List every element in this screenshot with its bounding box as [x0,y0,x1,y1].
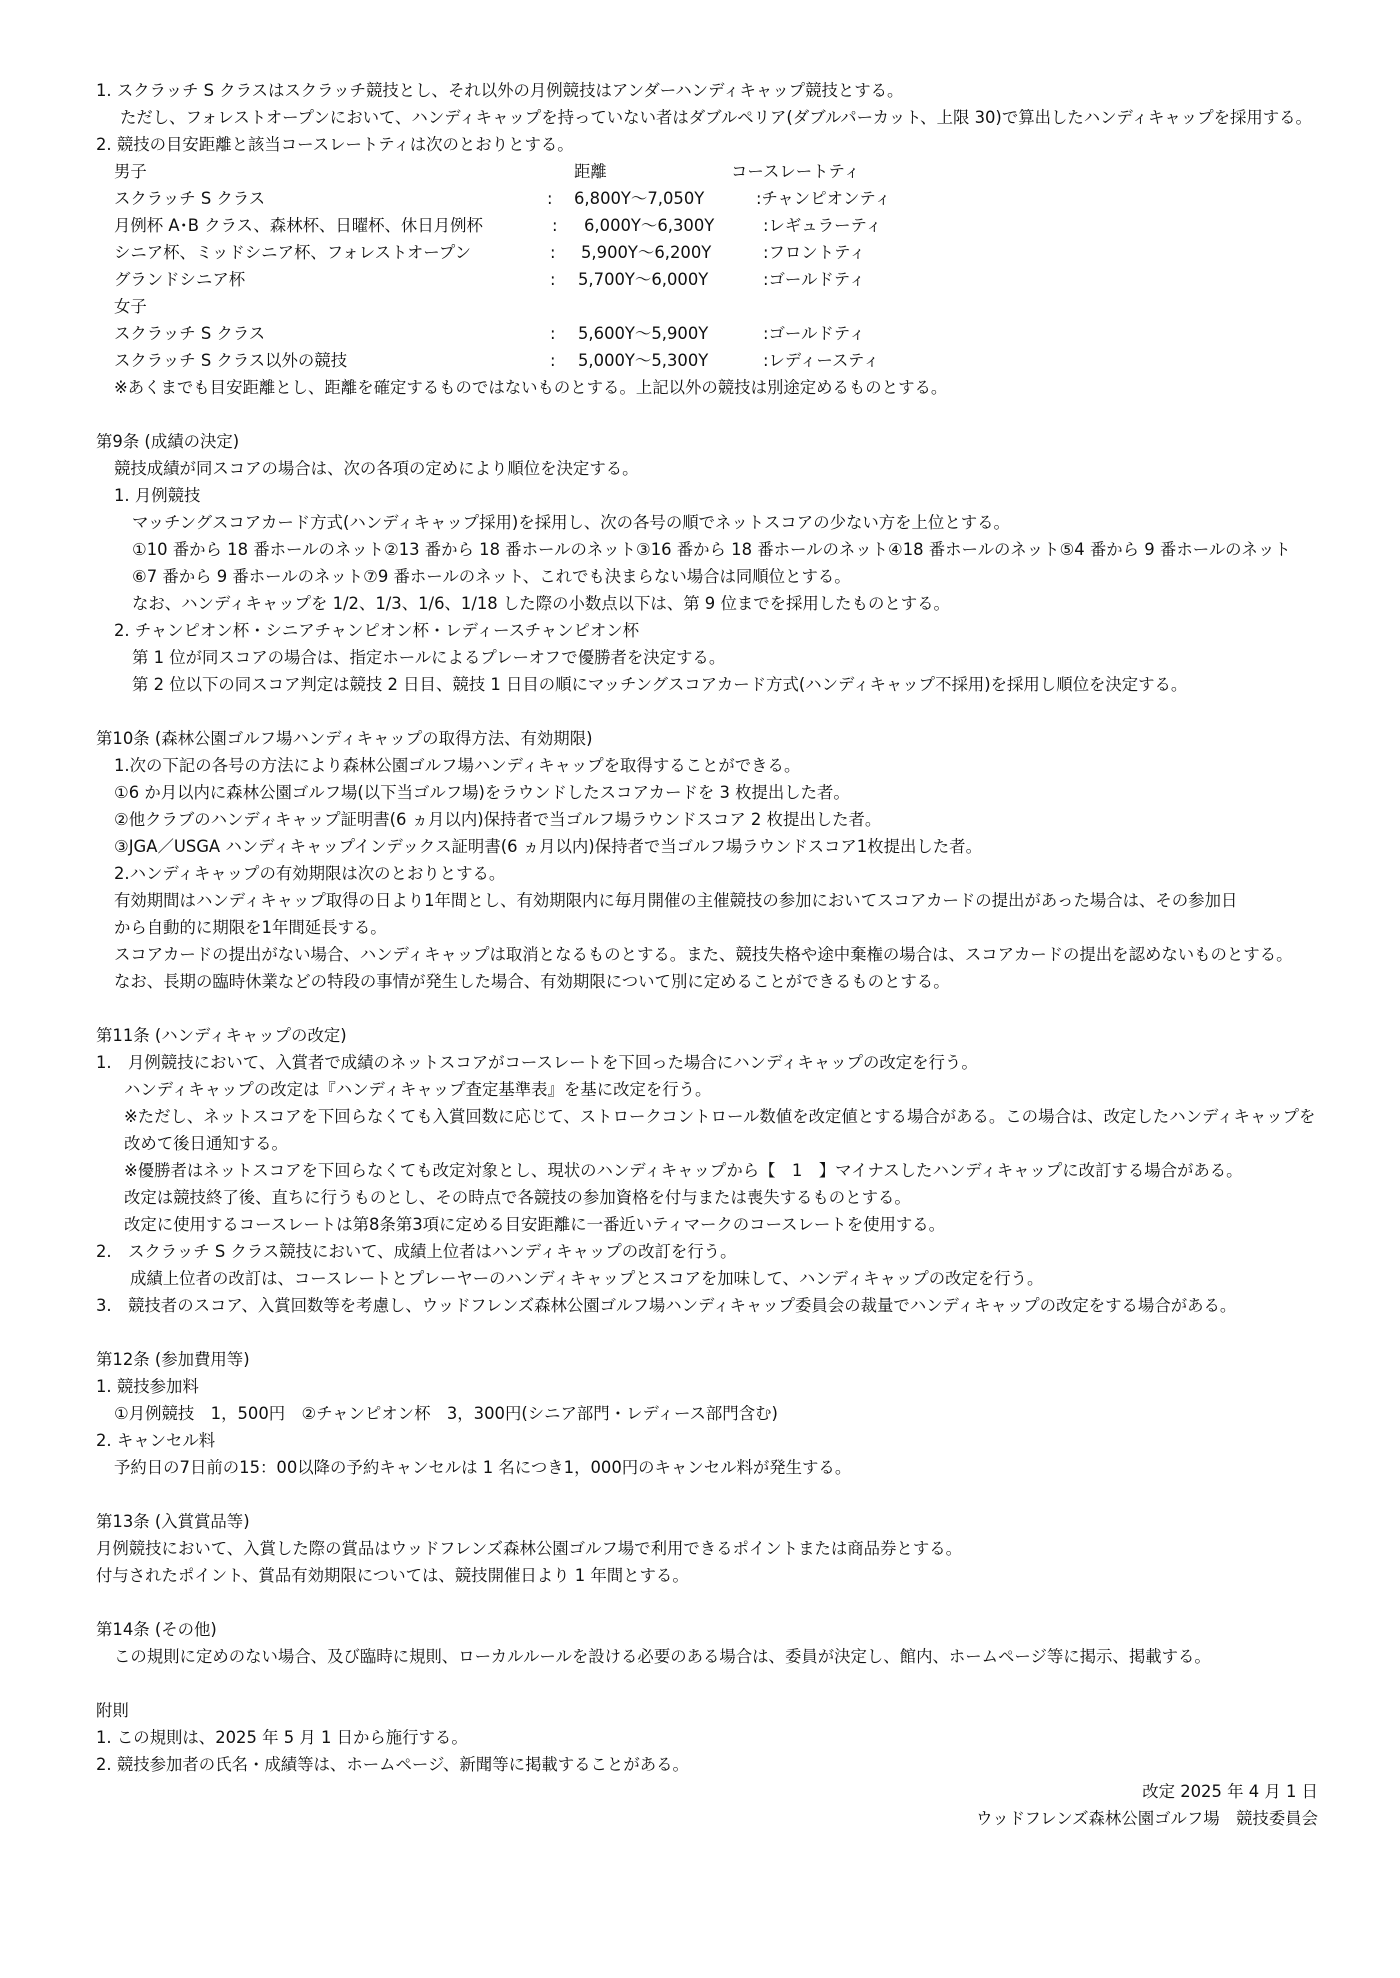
sec11-line: 改定に使用するコースレートは第8条第3項に定める目安距離に一番近いティマークのコースレートを使用する。 [124,1215,946,1234]
sec13-title: 第13条 (入賞賞品等) [96,1512,250,1531]
sec11-line: 改めて後日通知する。 [124,1134,288,1153]
men-row-tee: :ゴールドティ [763,270,866,289]
men-row-distance: 6,800Y～7,050Y [574,189,705,208]
sec10-line: ③JGA／USGA ハンディキャップインデックス証明書(6 ヵ月以内)保持者で当ゴルフ場ラウンドスコア1枚提出した者。 [114,837,982,856]
sec10-line: なお、長期の臨時休業などの特段の事情が発生した場合、有効期限について別に定めることができるものとする。 [114,972,950,991]
women-row-colon: : [550,351,556,370]
men-row-name: スクラッチ S クラス [114,189,266,208]
sec11-line: ハンディキャップの改定は『ハンディキャップ査定基準表』を基に改定を行う。 [124,1080,712,1099]
sec10-line: ②他クラブのハンディキャップ証明書(6 ヵ月以内)保持者で当ゴルフ場ラウンドスコア 2 枚提出した者。 [114,810,882,829]
sec8-item1: 1. スクラッチ S クラスはスクラッチ競技とし、それ以外の月例競技はアンダーハンディキャップ競技とする。 [96,81,904,100]
women-row-tee: :レディースティ [763,351,880,370]
sec10-title: 第10条 (森林公園ゴルフ場ハンディキャップの取得方法、有効期限) [96,729,593,748]
table-header-tee: コースレートティ [731,162,860,181]
sec9-line: 第 1 位が同スコアの場合は、指定ホールによるプレーオフで優勝者を決定する。 [132,648,726,667]
sec11-line: 2. スクラッチ S クラス競技において、成績上位者はハンディキャップの改訂を行う。 [96,1242,737,1261]
women-row-distance: 5,600Y～5,900Y [578,324,709,343]
fusoku-line: 2. 競技参加者の氏名・成績等は、ホームページ、新聞等に掲載することがある。 [96,1755,689,1774]
sec11-line: 成績上位者の改訂は、コースレートとプレーヤーのハンディキャップとスコアを加味して、ハンディキャップの改定を行う。 [130,1269,1044,1288]
sec10-line: ①6 か月以内に森林公園ゴルフ場(以下当ゴルフ場)をラウンドしたスコアカードを 3 枚提出した者。 [114,783,850,802]
sec9-line: 競技成績が同スコアの場合は、次の各項の定めにより順位を決定する。 [114,459,639,478]
sec9-line: マッチングスコアカード方式(ハンディキャップ採用)を採用し、次の各号の順でネットスコアの少ない方を上位とする。 [132,513,1010,532]
sec12-line: 予約日の7日前の15：00以降の予約キャンセルは 1 名につき1，000円のキャンセル料が発生する。 [114,1458,852,1477]
fusoku-title: 附則 [96,1701,129,1720]
sec11-line: 1. 月例競技において、入賞者で成績のネットスコアがコースレートを下回った場合にハンディキャップの改定を行う。 [96,1053,978,1072]
men-row-distance: 5,700Y～6,000Y [578,270,709,289]
sec12-line: 2. キャンセル料 [96,1431,216,1450]
men-row-name: グランドシニア杯 [114,270,246,289]
sec8-item1-note: ただし、フォレストオープンにおいて、ハンディキャップを持っていない者はダブルペリア(ダブルパーカット、上限 30)で算出したハンディキャップを採用する。 [120,108,1312,127]
sec9-title: 第9条 (成績の決定) [96,432,240,451]
men-row-distance: 6,000Y～6,300Y [584,216,715,235]
women-row-colon: : [550,324,556,343]
women-row-tee: :ゴールドティ [763,324,866,343]
table-header-men: 男子 [114,162,147,181]
issuing-committee: ウッドフレンズ森林公園ゴルフ場 競技委員会 [976,1809,1318,1828]
sec8-item2: 2. 競技の目安距離と該当コースレートティは次のとおりとする。 [96,135,574,154]
men-row-distance: 5,900Y～6,200Y [581,243,712,262]
sec8-distance-note: ※あくまでも目安距離とし、距離を確定するものではないものとする。上記以外の競技は別途定めるものとする。 [114,378,948,397]
men-row-colon: : [550,270,556,289]
sec11-line: ※ただし、ネットスコアを下回らなくても入賞回数に応じて、ストロークコントロール数値を改定値とする場合がある。この場合は、改定したハンディキャップを [124,1107,1316,1126]
women-row-name: スクラッチ S クラス [114,324,266,343]
sec9-line: ①10 番から 18 番ホールのネット②13 番から 18 番ホールのネット③16 番から 18 番ホールのネット④18 番ホールのネット⑤4 番から 9 番ホールのネット [132,540,1291,559]
men-row-name: シニア杯、ミッドシニア杯、フォレストオープン [114,243,471,262]
sec9-line: ⑥7 番から 9 番ホールのネット⑦9 番ホールのネット、これでも決まらない場合は同順位とする。 [132,567,851,586]
men-row-tee: :レギュラーティ [763,216,882,235]
sec11-title: 第11条 (ハンディキャップの改定) [96,1026,347,1045]
women-row-name: スクラッチ S クラス以外の競技 [114,351,348,370]
sec12-line: 1. 競技参加料 [96,1377,199,1396]
revision-date: 改定 2025 年 4 月 1 日 [1142,1782,1318,1801]
sec11-line: ※優勝者はネットスコアを下回らなくても改定対象とし、現状のハンディキャップから【 1 】マイナスしたハンディキャップに改訂する場合がある。 [124,1161,1243,1180]
sec10-line: 1.次の下記の各号の方法により森林公園ゴルフ場ハンディキャップを取得することができる。 [114,756,801,775]
sec13-line: 月例競技において、入賞した際の賞品はウッドフレンズ森林公園ゴルフ場で利用できるポイントまたは商品券とする。 [96,1539,962,1558]
table-header-distance: 距離 [574,162,607,181]
sec12-title: 第12条 (参加費用等) [96,1350,250,1369]
sec9-line: なお、ハンディキャップを 1/2、1/3、1/6、1/18 した際の小数点以下は、第 9 位までを採用したものとする。 [132,594,950,613]
men-row-colon: : [552,216,558,235]
sec10-line: から自動的に期限を1年間延長する。 [114,918,387,937]
sec10-line: 有効期間はハンディキャップ取得の日より1年間とし、有効期限内に毎月開催の主催競技の参加においてスコアカードの提出があった場合は、その参加日 [114,891,1238,910]
sec9-line: 1. 月例競技 [114,486,201,505]
sec11-line: 3. 競技者のスコア、入賞回数等を考慮し、ウッドフレンズ森林公園ゴルフ場ハンディキャップ委員会の裁量でハンディキャップの改定をする場合がある。 [96,1296,1237,1315]
fusoku-line: 1. この規則は、2025 年 5 月 1 日から施行する。 [96,1728,468,1747]
men-row-name: 月例杯 A･B クラス、森林杯、日曜杯、休日月例杯 [114,216,483,235]
sec9-line: 2. チャンピオン杯・シニアチャンピオン杯・レディースチャンピオン杯 [114,621,640,640]
sec13-line: 付与されたポイント、賞品有効期限については、競技開催日より 1 年間とする。 [96,1566,689,1585]
sec10-line: スコアカードの提出がない場合、ハンディキャップは取消となるものとする。また、競技失格や途中棄権の場合は、スコアカードの提出を認めないものとする。 [114,945,1293,964]
men-row-colon: : [550,243,556,262]
sec14-title: 第14条 (その他) [96,1620,217,1639]
sec10-line: 2.ハンディキャップの有効期限は次のとおりとする。 [114,864,506,883]
men-row-tee: :フロントティ [763,243,866,262]
sec12-line: ①月例競技 1，500円 ②チャンピオン杯 3，300円(シニア部門・レディース部門含む) [114,1404,778,1423]
sec11-line: 改定は競技終了後、直ちに行うものとし、その時点で各競技の参加資格を付与または喪失するものとする。 [124,1188,911,1207]
sec14-line: この規則に定めのない場合、及び臨時に規則、ローカルルールを設ける必要のある場合は、委員が決定し、館内、ホームページ等に掲示、掲載する。 [114,1647,1211,1666]
men-row-tee: :チャンピオンティ [756,189,891,208]
women-row-distance: 5,000Y～5,300Y [578,351,709,370]
sec9-line: 第 2 位以下の同スコア判定は競技 2 日目、競技 1 日目の順にマッチングスコアカード方式(ハンディキャップ不採用)を採用し順位を決定する。 [132,675,1188,694]
men-row-colon: : [547,189,553,208]
table-header-women: 女子 [114,297,147,316]
